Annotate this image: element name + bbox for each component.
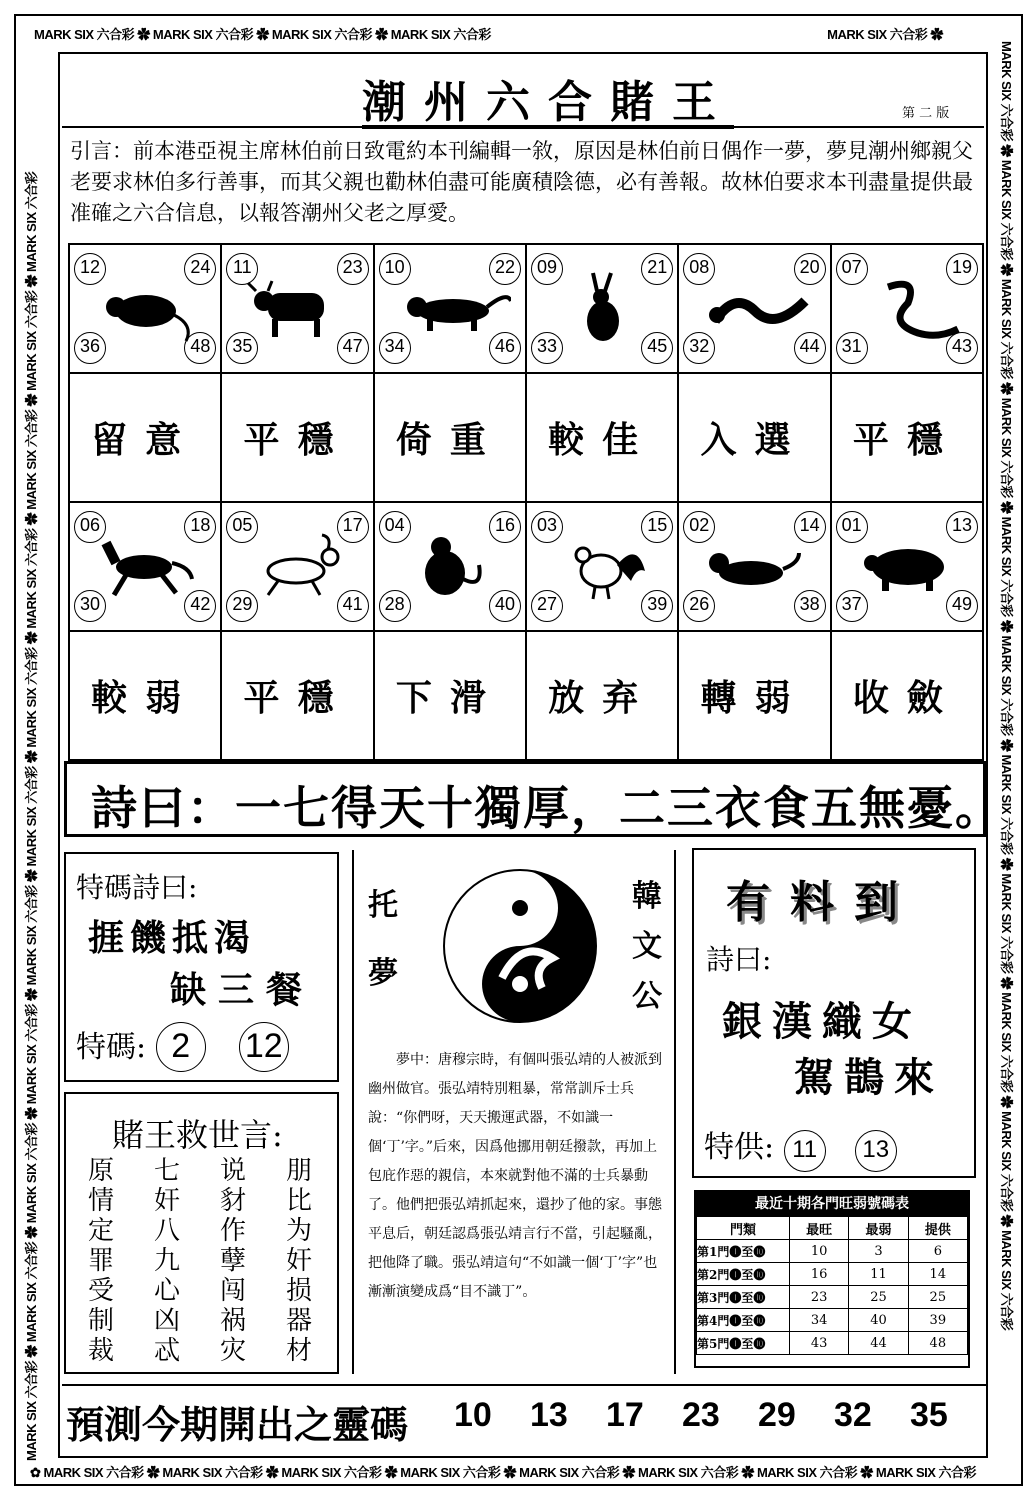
stats-door-cell	[697, 1309, 790, 1332]
stats-door: 第2門	[697, 1267, 730, 1282]
zodiac-status-row	[69, 631, 983, 760]
border-label: MARK SIX 六合彩	[638, 1465, 739, 1480]
zodiac-cell-monkey	[374, 502, 526, 631]
zodiac-status-cell	[678, 631, 830, 760]
stats-provide: 6	[908, 1240, 967, 1263]
border-label: MARK SIX 六合彩	[999, 754, 1014, 855]
stats-table	[696, 1216, 968, 1355]
border-label: MARK SIX 六合彩	[999, 873, 1014, 974]
gambler-words-char: 忒	[154, 1336, 181, 1366]
zodiac-status: 收斂	[852, 678, 961, 719]
zodiac-number: 01	[836, 511, 868, 543]
gambler-words-char: 闯	[220, 1276, 247, 1306]
horse-icon	[86, 529, 206, 609]
zodiac-status: 轉弱	[700, 678, 809, 719]
gambler-words-char: 裁	[88, 1336, 115, 1366]
zodiac-number: 32	[683, 332, 715, 364]
zodiac-number: 27	[531, 590, 563, 622]
gambler-words-char: 说	[220, 1156, 247, 1186]
right-special-row	[704, 1122, 897, 1172]
zodiac-number: 28	[379, 590, 411, 622]
border-label: MARK SIX 六合彩	[400, 1465, 501, 1480]
gambler-words-column	[220, 1156, 246, 1366]
zodiac-animal-row	[69, 502, 983, 631]
vertical-char: 公	[632, 979, 662, 1014]
border-label: MARK SIX 六合彩	[999, 516, 1014, 617]
border-label: MARK SIX 六合彩	[24, 647, 39, 748]
zodiac-number: 19	[946, 253, 978, 285]
stats-header: 最旺	[790, 1217, 849, 1240]
zodiac-status-cell	[221, 373, 373, 502]
zodiac-status: 較佳	[548, 420, 657, 461]
stats-range: ❶至❿	[729, 1267, 766, 1282]
special-number: 2	[156, 1022, 206, 1072]
zodiac-status-cell	[69, 373, 221, 502]
stats-door-cell	[697, 1332, 790, 1355]
zodiac-cell-pig	[831, 502, 983, 631]
zodiac-cell-rooster	[526, 502, 678, 631]
rat-icon	[86, 271, 206, 351]
zodiac-number: 11	[226, 253, 258, 285]
border-label: MARK SIX 六合彩	[281, 1465, 382, 1480]
zodiac-number: 41	[337, 590, 369, 622]
stats-range: ❶至❿	[729, 1244, 766, 1259]
zodiac-status-cell	[374, 631, 526, 760]
stats-row	[697, 1286, 968, 1309]
border-label: MARK SIX 六合彩	[519, 1465, 620, 1480]
zodiac-number: 33	[531, 332, 563, 364]
intro-text: 引言：前本港亞視主席林伯前日致電約本刊編輯一敘，原因是林伯前日偶作一夢，夢見潮州鄉親父老要求林伯多行善事，而其父親也勸林伯盡可能廣積陰德，必有善報。故林伯要求本刊盡量提供最准確之六合信息，以報答潮州父老之厚愛。	[70, 139, 973, 225]
zodiac-number: 14	[794, 511, 826, 543]
zodiac-status-cell	[831, 631, 983, 760]
zodiac-number: 38	[794, 590, 826, 622]
stats-door: 第1門	[697, 1244, 730, 1259]
stats-door-cell	[697, 1263, 790, 1286]
edition-label: 第 二 版	[902, 106, 950, 121]
border-bottom: ✿ MARK SIX 六合彩 ✿ MARK SIX 六合彩 ✿ MARK SIX 六合彩 ✿ MARK SIX 六合彩 ✿ MARK SIX 六合彩 ✿ MARK SIX 六合彩 ✿ MARK SIX 六合彩 ✿ MARK SIX 六合彩	[30, 1465, 977, 1480]
stats-row	[697, 1309, 968, 1332]
zodiac-cell-ox	[221, 244, 373, 373]
zodiac-number: 18	[184, 511, 216, 543]
zodiac-cell-dragon	[678, 244, 830, 373]
zodiac-status: 入選	[700, 420, 809, 461]
border-label: MARK SIX 六合彩	[43, 1465, 144, 1480]
right-poem-line1: 銀漢織女	[722, 999, 922, 1045]
zodiac-number: 07	[836, 253, 868, 285]
stats-row	[697, 1332, 968, 1355]
monkey-icon	[391, 529, 511, 609]
border-label: MARK SIX 六合彩	[24, 1241, 39, 1343]
zodiac-number: 24	[184, 253, 216, 285]
border-label: MARK SIX 六合彩	[24, 290, 39, 391]
special-code-row	[76, 1022, 289, 1072]
gambler-words-char: 凶	[154, 1306, 181, 1336]
border-label: MARK SIX 六合彩	[24, 1123, 39, 1224]
gambler-words-char: 九	[154, 1246, 181, 1276]
zodiac-number: 08	[683, 253, 715, 285]
zodiac-status: 倚重	[395, 420, 504, 461]
zodiac-number: 04	[379, 511, 411, 543]
prediction-number: 23	[682, 1396, 720, 1434]
special-poem-label: 特碼詩曰:	[76, 871, 198, 904]
stats-header: 門類	[697, 1217, 790, 1240]
zodiac-status: 下滑	[395, 678, 504, 719]
zodiac-status-row	[69, 373, 983, 502]
zodiac-number: 09	[531, 253, 563, 285]
stats-range: ❶至❿	[729, 1290, 766, 1305]
zodiac-number: 31	[836, 332, 868, 364]
right-special-number: 11	[784, 1130, 826, 1172]
gambler-words-char: 比	[286, 1186, 313, 1216]
main-poem: 詩曰：一七得天十獨厚，二三衣食五無憂。	[91, 781, 1003, 835]
zodiac-status: 較弱	[91, 678, 200, 719]
stats-door: 第3門	[697, 1290, 730, 1305]
right-special-label: 特供:	[704, 1130, 775, 1165]
stats-min: 25	[849, 1286, 908, 1309]
vertical-char: 文	[632, 929, 662, 964]
border-label: MARK SIX 六合彩	[24, 766, 39, 867]
zodiac-number: 47	[337, 332, 369, 364]
gambler-words-char: 奸	[286, 1246, 313, 1276]
prediction-number: 35	[910, 1396, 948, 1434]
goat-icon	[238, 529, 358, 609]
zodiac-cell-horse	[69, 502, 221, 631]
zodiac-animal-row	[69, 244, 983, 373]
gambler-words-char: 制	[88, 1306, 115, 1336]
vertical-char: 托	[368, 888, 398, 923]
gambler-words-char: 作	[220, 1216, 247, 1246]
gambler-words-char: 情	[88, 1186, 115, 1216]
stats-door-cell	[697, 1240, 790, 1263]
border-label: MARK SIX 六合彩	[999, 278, 1014, 379]
border-label: MARK SIX 六合彩	[999, 397, 1014, 498]
border-label: MARK SIX 六合彩	[24, 885, 39, 986]
gambler-words-columns	[88, 1156, 328, 1366]
stats-min: 44	[849, 1332, 908, 1355]
special-poem-box	[64, 852, 339, 1082]
border-label: MARK SIX 六合彩	[756, 1465, 858, 1480]
tiger-icon	[391, 271, 511, 351]
gambler-words-char: 原	[88, 1156, 115, 1186]
gambler-words-char: 七	[154, 1156, 181, 1186]
header-box	[62, 58, 984, 128]
zodiac-number: 30	[74, 590, 106, 622]
rooster-icon	[543, 529, 663, 609]
zodiac-number: 49	[946, 590, 978, 622]
right-panel-title: 有料到	[726, 877, 918, 928]
special-code-label: 特碼:	[76, 1030, 147, 1065]
stats-header: 最弱	[849, 1217, 908, 1240]
zodiac-status-cell	[526, 631, 678, 760]
stats-max: 43	[790, 1332, 849, 1355]
stats-max: 23	[790, 1286, 849, 1309]
zodiac-cell-snake	[831, 244, 983, 373]
prediction-number: 17	[606, 1396, 644, 1434]
zodiac-status: 留意	[91, 420, 200, 461]
zodiac-number: 05	[226, 511, 258, 543]
zodiac-cell-rat	[69, 244, 221, 373]
story-text: 夢中：唐穆宗時，有個叫張弘靖的人被派到幽州做官。張弘靖特別粗暴，常常訓斥士兵說：“你們呀，天天搬運武器，不如識一個‘丁’字。”后來，因爲他挪用朝廷撥款，再加上包庇作惡的親信，本來就對他不滿的士兵暴動了。他們把張弘靖抓起來，還抄了他的家。事態平息后，朝廷認爲張弘靖言行不當，引起騷亂，把他降了職。張弘靖這句“不如識一個‘丁’字”也漸漸演變成爲“目不識丁”。	[368, 1052, 662, 1300]
gambler-words-char: 心	[154, 1276, 181, 1306]
dragon-icon	[695, 271, 815, 351]
zodiac-number: 16	[489, 511, 521, 543]
gambler-words-char: 灾	[220, 1336, 247, 1366]
zodiac-number: 21	[641, 253, 673, 285]
snake-icon	[848, 271, 968, 351]
gambler-words-column	[154, 1156, 180, 1366]
gambler-words-column	[286, 1156, 312, 1366]
border-left: MARK SIX 六合彩 ✿ MARK SIX 六合彩 ✿ MARK SIX 六合彩 ✿ MARK SIX 六合彩 ✿ MARK SIX 六合彩 ✿ MARK SIX 六合彩 ✿ MARK SIX 六合彩 ✿ MARK SIX 六合彩 ✿ MARK SIX 六合彩 ✿ MARK SIX 六合彩 ✿ MARK SIX 六合彩	[24, 171, 39, 1461]
zodiac-number: 35	[226, 332, 258, 364]
zodiac-number: 10	[379, 253, 411, 285]
gambler-words-char: 罪	[88, 1246, 115, 1276]
border-label: MARK SIX 六合彩	[999, 1111, 1014, 1212]
rabbit-icon	[543, 271, 663, 351]
zodiac-status: 放弃	[548, 678, 657, 719]
zodiac-number: 46	[489, 332, 521, 364]
zodiac-cell-goat	[221, 502, 373, 631]
zodiac-grid	[68, 243, 984, 761]
prediction-number: 10	[454, 1396, 492, 1434]
dog-icon	[695, 529, 815, 609]
stats-door: 第4門	[697, 1313, 730, 1328]
special-number: 12	[239, 1022, 289, 1072]
gambler-words-box	[64, 1092, 339, 1374]
gambler-words-char: 八	[154, 1216, 181, 1246]
yin-yang-icon	[442, 868, 598, 1024]
zodiac-number: 36	[74, 332, 106, 364]
zodiac-number: 03	[531, 511, 563, 543]
border-label: MARK SIX 六合彩	[999, 1230, 1014, 1331]
border-label: MARK SIX 六合彩	[24, 409, 39, 510]
stats-range: ❶至❿	[729, 1336, 766, 1351]
zodiac-number: 42	[184, 590, 216, 622]
border-label: MARK SIX 六合彩	[999, 41, 1014, 142]
zodiac-status-cell	[374, 373, 526, 502]
main-poem-box	[64, 761, 1003, 837]
zodiac-number: 48	[184, 332, 216, 364]
pig-icon	[848, 529, 968, 609]
zodiac-status: 平穩	[243, 420, 352, 461]
border-label: MARK SIX 六合彩	[999, 635, 1014, 736]
border-label: MARK SIX 六合彩	[24, 171, 39, 272]
prediction-number: 29	[758, 1396, 796, 1434]
zodiac-number: 26	[683, 590, 715, 622]
right-poem-label: 詩曰:	[706, 943, 772, 976]
zodiac-cell-dog	[678, 502, 830, 631]
zodiac-number: 13	[946, 511, 978, 543]
gambler-words-char: 器	[286, 1306, 313, 1336]
vertical-char: 夢	[368, 956, 398, 991]
zodiac-number: 20	[794, 253, 826, 285]
stats-min: 11	[849, 1263, 908, 1286]
stats-range: ❶至❿	[729, 1313, 766, 1328]
zodiac-status-cell	[831, 373, 983, 502]
zodiac-number: 44	[794, 332, 826, 364]
zodiac-number: 06	[74, 511, 106, 543]
stats-provide: 25	[908, 1286, 967, 1309]
zodiac-status: 平穩	[243, 678, 352, 719]
gambler-words-char: 损	[286, 1276, 313, 1306]
prediction-label: 預測今期開出之靈碼	[66, 1402, 409, 1447]
stats-provide: 14	[908, 1263, 967, 1286]
page-title: 潮州六合賭王	[362, 77, 734, 128]
right-special-number: 13	[855, 1130, 897, 1172]
middle-panel	[352, 850, 676, 1374]
border-label: MARK SIX 六合彩	[999, 159, 1014, 261]
stats-row	[697, 1263, 968, 1286]
zodiac-number: 22	[489, 253, 521, 285]
left-vertical-title	[368, 872, 398, 1008]
zodiac-number: 37	[836, 590, 868, 622]
gambler-words-column	[88, 1156, 114, 1366]
zodiac-number: 45	[641, 332, 673, 364]
gambler-words-char: 祸	[220, 1306, 247, 1336]
stats-door-cell	[697, 1286, 790, 1309]
special-poem-line2: 缺三餐	[170, 970, 315, 1011]
zodiac-number: 02	[683, 511, 715, 543]
prediction-number: 32	[834, 1396, 872, 1434]
gambler-words-char: 奸	[154, 1186, 181, 1216]
zodiac-number: 34	[379, 332, 411, 364]
zodiac-number: 23	[337, 253, 369, 285]
prediction-number: 13	[530, 1396, 568, 1434]
gambler-words-char: 受	[88, 1276, 115, 1306]
gambler-words-char: 为	[286, 1216, 313, 1246]
zodiac-number: 40	[489, 590, 521, 622]
zodiac-number: 17	[337, 511, 369, 543]
stats-provide: 39	[908, 1309, 967, 1332]
stats-box	[694, 1190, 970, 1368]
zodiac-cell-rabbit	[526, 244, 678, 373]
border-label: MARK SIX 六合彩	[999, 992, 1014, 1093]
stats-max: 34	[790, 1309, 849, 1332]
border-label: MARK SIX 六合彩	[152, 27, 254, 42]
gambler-words-char: 材	[286, 1336, 313, 1366]
zodiac-number: 12	[74, 253, 106, 285]
right-vertical-title	[632, 872, 662, 1022]
stats-min: 40	[849, 1309, 908, 1332]
zodiac-number: 15	[641, 511, 673, 543]
stats-header: 提供	[908, 1217, 967, 1240]
stats-title: 最近十期各門旺弱號碼表	[696, 1192, 968, 1216]
border-label: MARK SIX 六合彩	[162, 1465, 263, 1480]
border-label: MARK SIX 六合彩	[827, 27, 928, 42]
zodiac-number: 39	[641, 590, 673, 622]
gambler-words-char: 定	[88, 1216, 115, 1246]
stats-provide: 48	[908, 1332, 967, 1355]
stats-door: 第5門	[697, 1336, 730, 1351]
border-label: MARK SIX 六合彩	[34, 27, 135, 42]
gambler-words-char: 孽	[220, 1246, 247, 1276]
stats-min: 3	[849, 1240, 908, 1263]
zodiac-status: 平穩	[852, 420, 961, 461]
gambler-words-char: 朋	[286, 1156, 313, 1186]
right-panel	[692, 848, 976, 1178]
zodiac-status-cell	[221, 631, 373, 760]
ox-icon	[238, 271, 358, 351]
stats-row	[697, 1240, 968, 1263]
right-poem-line2: 駕鵲來	[794, 1055, 944, 1101]
stats-max: 10	[790, 1240, 849, 1263]
zodiac-status-cell	[678, 373, 830, 502]
border-label: MARK SIX 六合彩	[24, 1360, 39, 1461]
zodiac-cell-tiger	[374, 244, 526, 373]
zodiac-number: 29	[226, 590, 258, 622]
border-label: MARK SIX 六合彩	[24, 1004, 39, 1105]
border-label: MARK SIX 六合彩	[875, 1465, 977, 1480]
vertical-char: 韓	[632, 879, 662, 914]
gambler-words-title: 賭王救世言:	[112, 1116, 283, 1154]
zodiac-status-cell	[69, 631, 221, 760]
border-label: MARK SIX 六合彩	[271, 27, 372, 42]
special-poem-line1: 捱饑抵渴	[88, 918, 257, 959]
stats-max: 16	[790, 1263, 849, 1286]
zodiac-number: 43	[946, 332, 978, 364]
border-label: MARK SIX 六合彩	[24, 528, 39, 629]
prediction-row	[62, 1384, 986, 1448]
border-top: MARK SIX 六合彩 ✿ MARK SIX 六合彩 ✿ MARK SIX 六合彩 ✿ MARK SIX 六合彩 MARK SIX 六合彩 ✿	[34, 27, 943, 42]
zodiac-status-cell	[526, 373, 678, 502]
gambler-words-char: 豺	[220, 1186, 247, 1216]
border-label: MARK SIX 六合彩	[390, 27, 491, 42]
border-right: MARK SIX 六合彩 ✿ MARK SIX 六合彩 ✿ MARK SIX 六合彩 ✿ MARK SIX 六合彩 ✿ MARK SIX 六合彩 ✿ MARK SIX 六合彩 ✿ MARK SIX 六合彩 ✿ MARK SIX 六合彩 ✿ MARK SIX 六合彩 ✿ MARK SIX 六合彩 ✿ MARK SIX 六合彩	[999, 41, 1014, 1331]
